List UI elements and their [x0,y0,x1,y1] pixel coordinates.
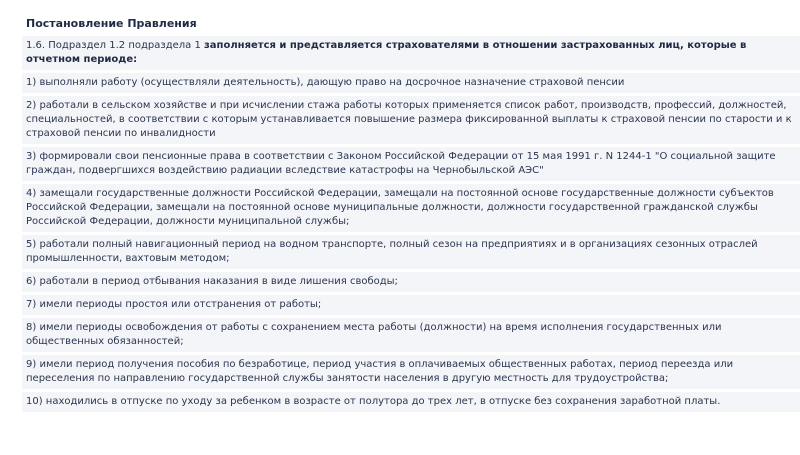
list-item-1: 1) выполняли работу (осуществляли деятельность), дающую право на досрочное назначение страховой пенсии [22,73,800,93]
document-content [26,16,798,412]
intro-prefix: 1.6. Подраздел 1.2 подраздела 1 [26,40,204,51]
intro-paragraph [22,36,800,70]
intro-bold-text: заполняется и представляется страхователями в отношении застрахованных лиц, которые в отчетном периоде: [26,40,747,65]
list-item-8: 8) имели периоды освобождения от работы с сохранением места работы (должности) на время исполнения государственных или общественных обязанностей; [22,318,800,352]
document-title: Постановление Правления [26,17,197,30]
list-item-3: 3) формировали свои пенсионные права в соответствии с Законом Российской Федерации от 15 мая 1991 г. N 1244-1 "О социальной защите граждан, подвергшихся воздействию радиации вследствие катастрофы на Чернобыльской АЭС" [22,147,800,181]
list-item-7: 7) имели периоды простоя или отстранения от работы; [22,295,800,315]
list-item-2: 2) работали в сельском хозяйстве и при исчислении стажа работы которых применяется список работ, производств, профессий, должностей, специальностей, в соответствии с которым устанавливается повышение размера фиксированной выплаты к страховой пенсии по старости и к страховой пенсии по инвалидности [22,96,800,144]
list-item-5: 5) работали полный навигационный период на водном транспорте, полный сезон на предприятиях и в организациях сезонных отраслей промышленности, вахтовым методом; [22,235,800,269]
list-item-10: 10) находились в отпуске по уходу за ребенком в возрасте от полутора до трех лет, в отпуске без сохранения заработной платы. [22,392,800,412]
list-item-9: 9) имели период получения пособия по безработице, период участия в оплачиваемых общественных работах, период переезда или переселения по направлению государственной службы занятости населения в другую местность для трудоустройства; [22,355,800,389]
list-item-6: 6) работали в период отбывания наказания в виде лишения свободы; [22,272,800,292]
list-item-4: 4) замещали государственные должности Российской Федерации, замещали на постоянной основе государственные должности субъектов Российской Федерации, замещали на постоянной основе муниципальные должности, должности государственной гражданской службы Российской Федерации, должности муниципальной службы; [22,184,800,232]
